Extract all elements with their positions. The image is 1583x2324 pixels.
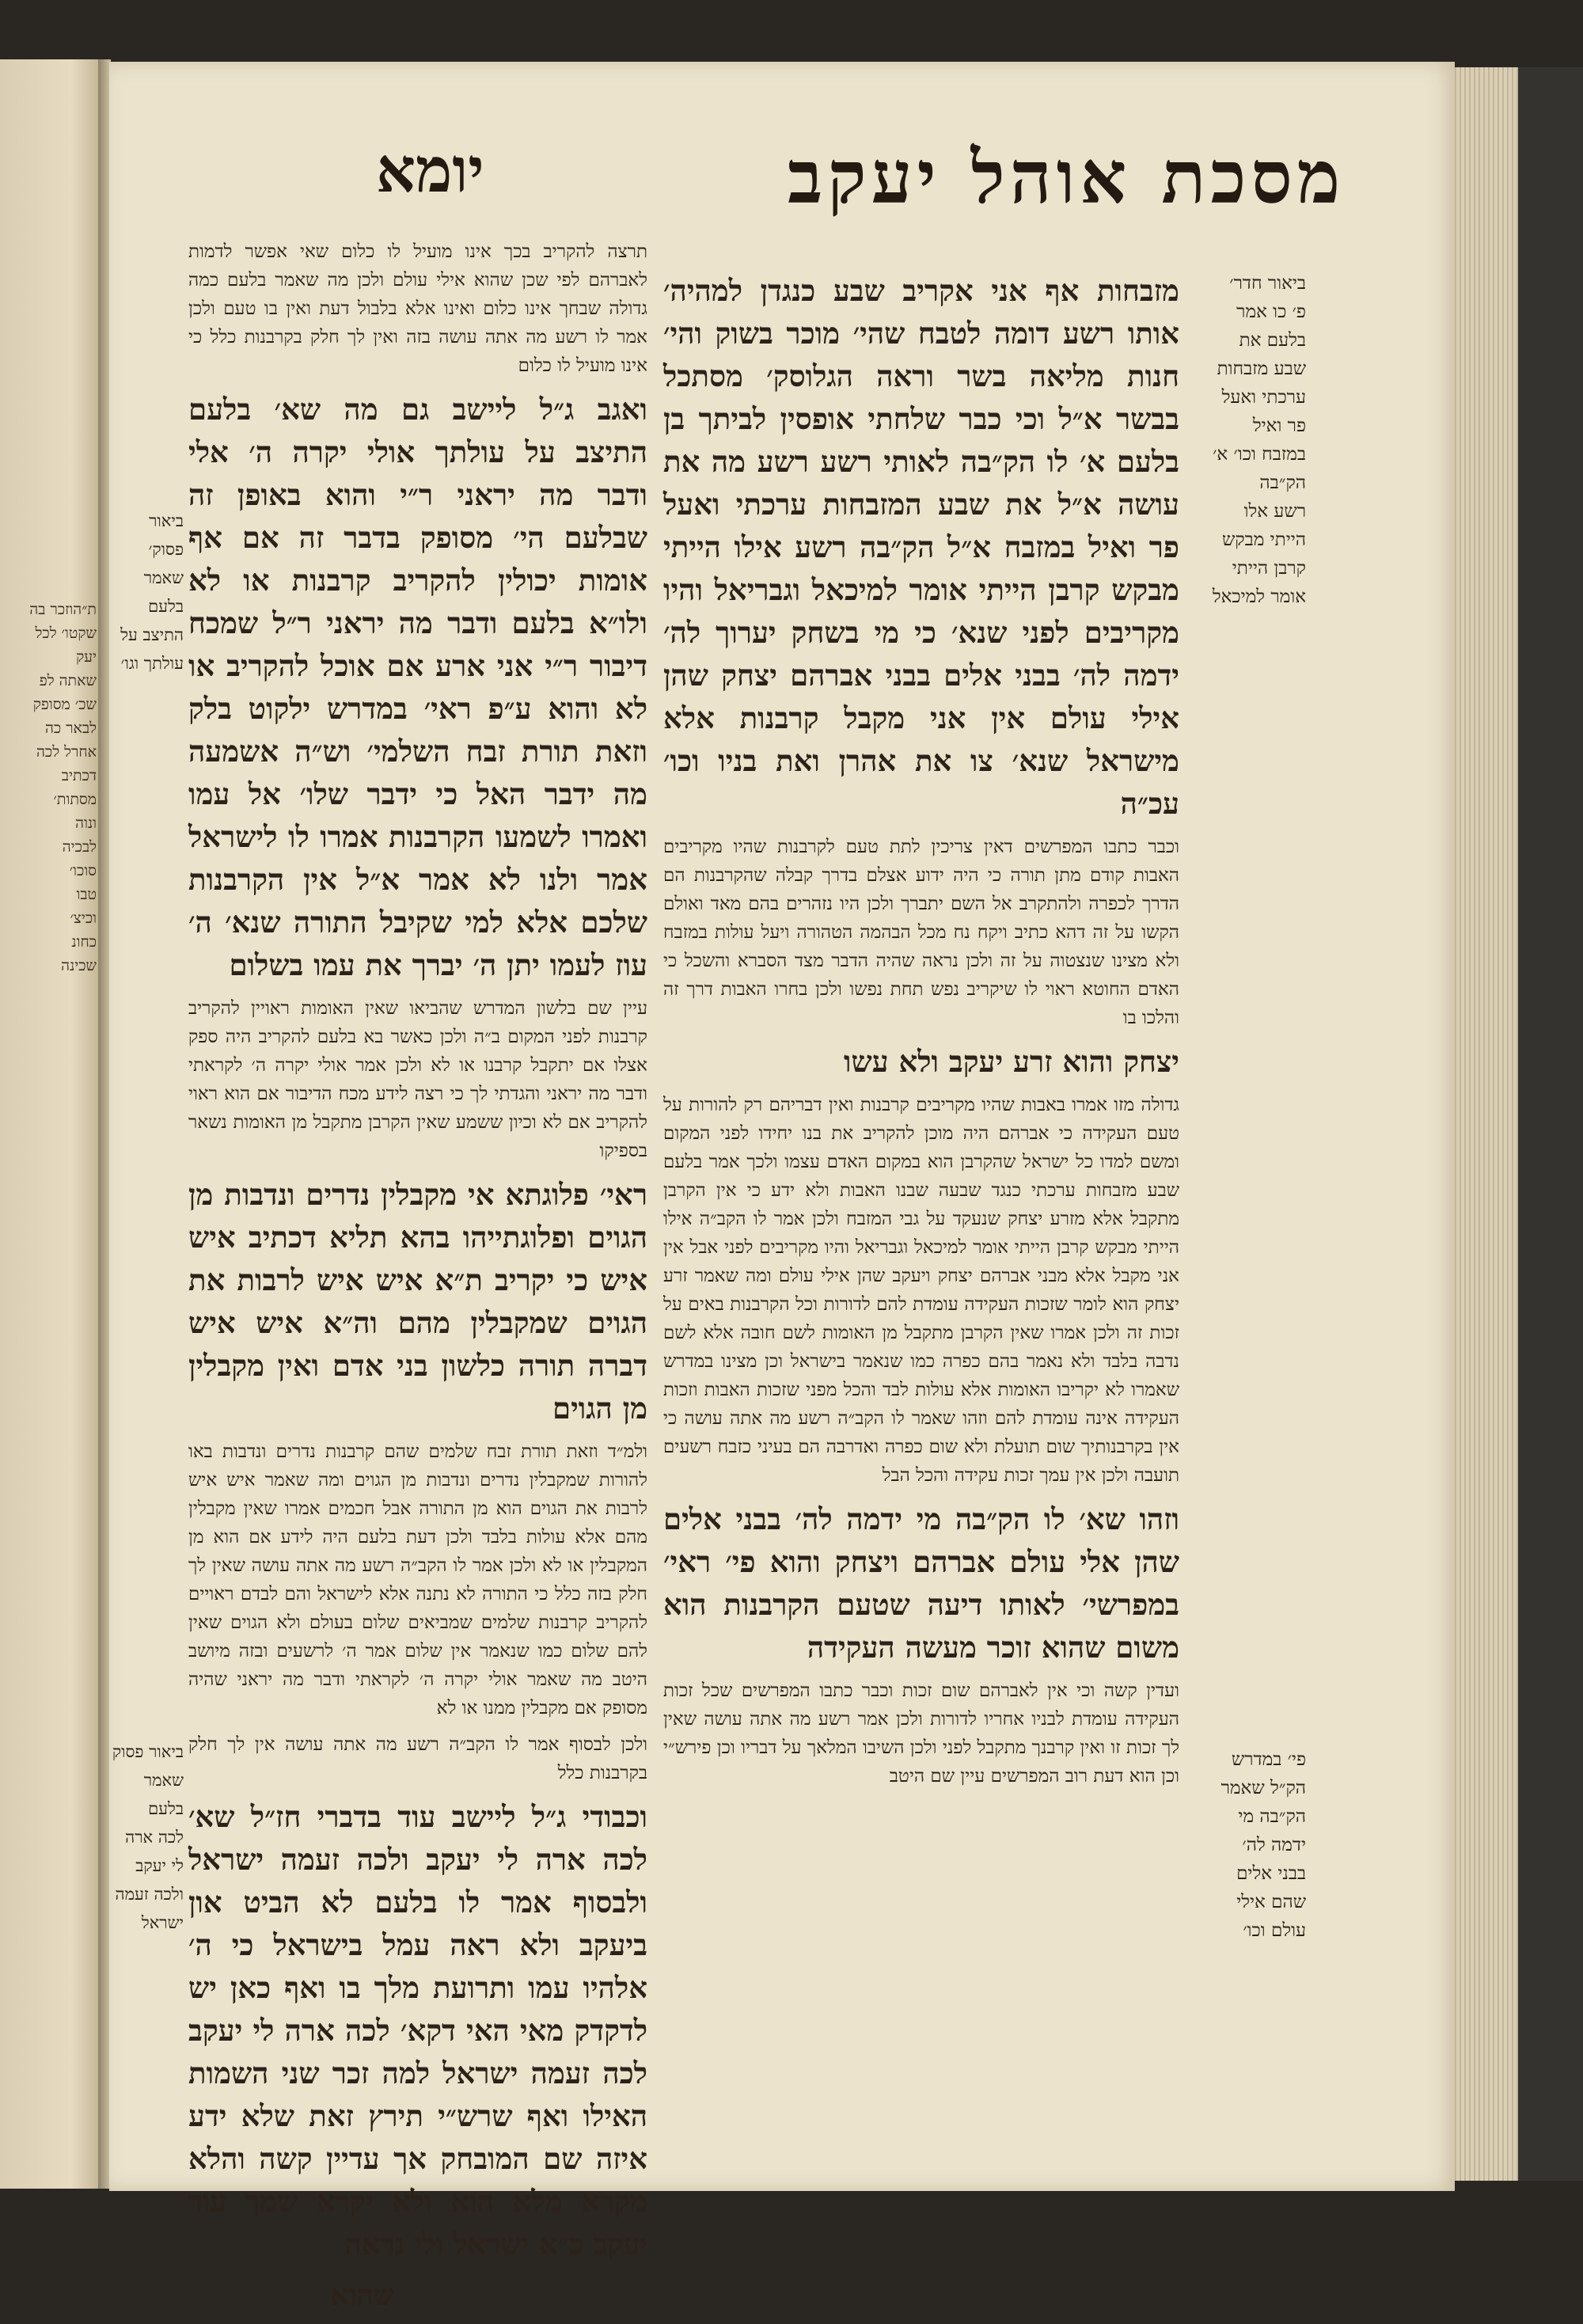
margin-note-right-top <box>1187 269 1306 611</box>
margin-line: בלעם את <box>1239 330 1306 351</box>
margin-note-right-bottom <box>1187 1745 1306 1945</box>
prev-line: יעק <box>76 648 97 666</box>
margin-line: ידמה לה׳ <box>1242 1835 1306 1855</box>
margin-line: הק״בה מי <box>1238 1806 1306 1827</box>
margin-line: במזבח וכו׳ א׳ <box>1213 444 1306 465</box>
margin-line: שאמר בלעם <box>143 1771 184 1818</box>
main-text: מזבחות אף אני אקריב שבע כנגדן למהיה׳ אותו רשע דומה לטבח שהי׳ מוכר בשוק והי׳ חנות מליאה בשר וראה הגלוסק׳ מסתכל בבשר א״ל וכי כבר שלחתי אופסין לביתך בן בלעם א׳ לו הק״בה לאותי רשע רשע מה את עושה א״ל את שבע המזבחות ערכתי ואעל פר ואיל במזבח א״ל הק״בה רשע אילו הייתי מבקש קרבן הייתי אומר למיכאל וגבריאל והיו מקריבים לפני שנא׳ כי מי בשחק יערוך לה׳ ידמה לה׳ בבני אלים בבני אברהם יצחק שהן אילי עולם אין אני מקבל קרבנות אלא מישראל שנא׳ צו את אהרן ואת בניו וכו׳ עכ״ה <box>663 273 1179 821</box>
margin-line: קרבן הייתי <box>1232 558 1306 579</box>
margin-line: רשע אלו <box>1243 501 1306 522</box>
margin-line: ביאור חדר׳ <box>1229 273 1306 294</box>
prev-line: שקטו׳ לכל <box>35 625 97 642</box>
margin-line: עולם וכו׳ <box>1243 1920 1306 1941</box>
prev-line: לבאר כה <box>44 720 97 737</box>
commentary-text: וכבר כתבו המפרשים דאין צריכין לתת טעם לקרבנות שהיו מקריבים האבות קודם מתן תורה כי היה ידוע אצלם בדרך קבלה שהקרבנות הם הדרך לכפרה ולהתקרב אל השם יתברך ולכן היו נזהרים בהם מאד ואולם הקשו על זה דהא כתיב ויקח נח מכל הבהמה הטהורה ויעל עולות במזבח ולא מצינו שנצטוה על זה ולכן נראה שהיה הדבר מצד הסברא והשכל כי האדם החוטא ראוי לו שיקריב נפש תחת נפשו ולכן בחרו האבות דרך זה והלכו בו <box>663 837 1179 1028</box>
previous-page <box>0 59 101 2189</box>
left-column <box>188 237 647 2324</box>
prev-line: שכ׳ מסופק <box>32 696 97 713</box>
margin-line: הייתי מבקש <box>1222 530 1306 550</box>
commentary-text: ולכן לבסוף אמר לו הקב״ה רשע מה אתה עושה אין לך חלק בקרבנות כלל <box>188 1734 647 1783</box>
margin-line: פי׳ במדרש <box>1231 1749 1306 1770</box>
prev-line: אחרל לכה <box>36 743 97 761</box>
prev-line: לבכיה <box>62 838 97 856</box>
margin-line: לי יעקב <box>135 1856 184 1875</box>
running-title: מסכת אוהל יעקב <box>788 135 1346 220</box>
margin-line: שהם אילי <box>1236 1892 1306 1912</box>
margin-line: שבע מזבחות <box>1217 359 1306 379</box>
prev-line: ונוה <box>75 815 97 832</box>
margin-line: הק״בה <box>1259 473 1306 493</box>
margin-line: ביאור פסוק׳ <box>148 511 184 559</box>
margin-line: לכה ארה <box>125 1828 184 1847</box>
prev-line: מסתות׳ <box>53 791 97 808</box>
prev-line: טבו <box>76 886 97 903</box>
margin-line: פ׳ כו אמר <box>1236 302 1306 322</box>
commentary-text: גדולה מזו אמרו באבות שהיו מקריבים קרבנות ואין דבריהם רק להורות על טעם העקידה כי אברהם היה מוכן להקריב את בנו יחידו לפני המקום ומשם למדו כל ישראל שהקרבן הוא במקום האדם עצמו ולכך אמר בלעם שבע מזבחות ערכתי כנגד שבעה שבנו האבות ולא ידע כי אין הקרבן מתקבל אלא מזרע יצחק שנעקד על גבי המזבח ולכן אמר לו הקב״ה אילו הייתי מבקש קרבן הייתי אומר למיכאל וגבריאל והיו מקריבים לפני אבל אין אני מקבל אלא מבני אברהם יצחק ויעקב שהן אילי עולם ומה שאמר זרע יצחק הוא לומר שזכות העקידה עומדת להם לדורות וכל הקרבנות באים על זכות זה ולכן אמרו שאין הקרבן מתקבל מן האומות לשם חובה אלא לשם נדבה בלבד ולא נאמר בהם כפרה כמו שנאמר בישראל וכן מצינו במדרש שאמרו לא יקריבו האומות אלא עולות לבד והכל מפני שזכות האבות וזכות העקידה אינה עומדת להם וזהו שאמר לו הקב״ה רשע מה אתה עושה כי אין בקרבנותיך שום תועלת ולא שום כפרה ואדרבה הם בעיני כזבח רשעים תועבה ולכן אין עמך זכות עקידה והכל הבל <box>663 1095 1179 1486</box>
margin-line: עולתך וגו׳ <box>120 654 184 673</box>
margin-line: בבני אלים <box>1236 1863 1306 1884</box>
prev-line: שכינה <box>61 957 97 974</box>
prev-line: וכיצ׳ <box>70 909 97 927</box>
catchword: שהוא <box>330 2277 394 2312</box>
prev-line: שאתה לפ <box>39 672 97 689</box>
right-column <box>663 269 1179 1798</box>
margin-line: התיצב על <box>120 625 184 644</box>
commentary-text: עיין שם בלשון המדרש שהביאו שאין האומות ראויין להקריב קרבנות לפני המקום ב״ה ולכן כאשר בא בלעם להקריב היה ספק אצלו אם יתקבל קרבנו או לא ולכן אמר אולי יקרה ה׳ לקראתי ודבר מה יראני והגדתי לך כי רצה לידע מכח הדיבור אם הוא ראוי להקריב אם לא וכיון ששמע שאין הקרבן מתקבל מן האומות נשאר בספיקו <box>188 998 647 1161</box>
margin-line: הק״ל שאמר <box>1220 1778 1306 1798</box>
margin-line: אומר למיכאל <box>1212 587 1306 607</box>
prev-line: כחונ <box>71 933 97 951</box>
margin-line: ישראל <box>141 1913 184 1932</box>
main-text: וכבודי ג״ל ליישב עוד בדברי חז״ל שא׳ לכה ארה לי יעקב ולכה זעמה ישראל ולבסוף אמר לו בלעם לא הביט און ביעקב ולא ראה עמל בישראל כי ה׳ אלהיו עמו ותרועת מלך בו ואף כאן יש לדקדק מאי האי דקא׳ לכה ארה לי יעקב לכה זעמה ישראל למה זכר שני השמות האילו ואף שרש״י תירץ זאת שלא ידע איזה שם המובחק אך עדיין קשה והלא מקרא מלא הוא ולא יקרא שמך עוד יעקב כ״א ישראל ולי נראה <box>188 1799 647 2261</box>
margin-note-left-bottom <box>111 1737 184 1937</box>
margin-line: פר ואיל <box>1252 416 1306 436</box>
main-text: וזהו שא׳ לו הק״בה מי ידמה לה׳ בבני אלים שהן אלי עולם אברהם ויצחק והוא פי׳ ראי׳ במפרשי׳ לאותו דיעה שטעם הקרבנות הוא משום שהוא זוכר מעשה העקידה <box>663 1502 1179 1665</box>
margin-line: שאמר בלעם <box>143 568 184 616</box>
margin-note-left-mid <box>111 507 184 678</box>
previous-page-text <box>3 598 97 978</box>
prev-line: ת״הוזכר בה <box>29 601 97 618</box>
main-text: ראי׳ פלוגתא אי מקבלין נדרים ונדבות מן הגוים ופלוגתייהו בהא תליא דכתיב איש איש כי יקריב ת״א איש איש לרבות את הגוים שמקבלין מהם וה״א איש איש דברה תורה כלשון בני אדם ואין מקבלין מן הגוים <box>188 1177 647 1426</box>
main-text: יצחק והוא זרע יעקב ולא עשו <box>843 1044 1179 1079</box>
margin-line: ביאור פסוק <box>112 1742 184 1761</box>
margin-line: ערכתי ואעל <box>1221 387 1306 408</box>
prev-line: סוכו׳ <box>69 862 97 879</box>
commentary-text: ולמ״ד וזאת תורת זבח שלמים שהם קרבנות נדרים ונדבות באו להורות שמקבלין נדרים ונדבות מן הגוים ומה שאמר איש איש לרבות את הגוים הוא מן התורה אבל חכמים אמרו שאין מקבלין מהם אלא עולות בלבד ולכן דעת בלעם היה לידע אם הוא מן המקבלין או לא ולכן אמר לו הקב״ה רשע מה אתה עושה שאין לך חלק בזה כלל כי התורה לא נתנה אלא לישראל והם לבדם ראויים להקריב קרבנות שלמים שמביאים שלום בעולם ולא הגוים שאין להם שלום כמו שנאמר אין שלום אמר ה׳ לרשעים ובזה מיושב היטב מה שאמר אולי יקרה ה׳ לקראתי ודבר מה יראני שהיה מסופק אם מקבלין ממנו או לא <box>188 1441 647 1718</box>
tractate-title: יומא <box>376 135 484 207</box>
prev-line: דכתיב <box>61 767 97 784</box>
main-text: ואגב ג״ל ליישב גם מה שא׳ בלעם התיצב על עולתך אולי יקרה ה׳ אלי ודבר מה יראני ר״י והוא באופן זה שבלעם הי׳ מסופק בדבר זה אם אף אומות יכולין להקריב קרבנות או לא ולו״א בלעם ודבר מה יראני ר״ל שמכח דיבור ר״י אני ארע אם אוכל להקריב או לא והוא ע״פ ראי׳ במדרש ילקוט בלק וזאת תורת זבח השלמי׳ וש״ה אשמעה מה ידבר האל כי ידבר שלו׳ אל עמו ואמרו לשמעו הקרבנות אמרו לו לישראל אמר ולנו לא אמר א״ל אין הקרבנות שלכם אלא למי שקיבל התורה שנא׳ ה׳ עוז לעמו יתן ה׳ יברך את עמו בשלום <box>188 392 647 982</box>
commentary-text: תרצה להקריב בכך אינו מועיל לו כלום שאי אפשר לדמות לאברהם לפי שכן שהוא אילי עולם ולכן מה שאמר בלעם כמה גדולה שבחך אינו כלום ואינו אלא בלבול דעת ואין בו טעם ולכן אמר לו רשע מה אתה עושה בזה ואין לך חלק בקרבנות כלל כי אינו מועיל לו כלום <box>188 241 647 376</box>
book-shadow <box>1518 67 1583 2181</box>
commentary-text: ועדין קשה וכי אין לאברהם שום זכות וכבר כתבו המפרשים שכל זכות העקידה עומדת לבניו אחריו לדורות ולכן אמר רשע מה אתה עושה שאין לך זכות זו ואין קרבנך מתקבל לפני ולכן השיבו המלאך על דבריו וכן פירש״י וכן הוא דעת רוב המפרשים עיין שם היטב <box>663 1680 1179 1787</box>
margin-line: ולכה זעמה <box>115 1885 184 1904</box>
